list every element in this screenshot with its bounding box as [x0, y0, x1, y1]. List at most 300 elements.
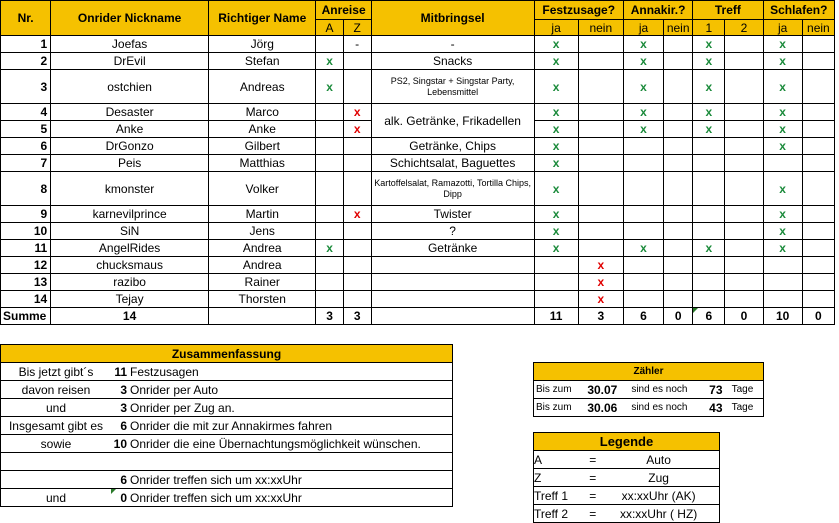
cell-treff-1: x: [693, 53, 725, 70]
cell-schlaf-nein: [802, 257, 834, 274]
summary-line: [1, 453, 453, 471]
table-row: [1, 223, 835, 240]
cell-treff-1: x: [693, 70, 725, 104]
cell-anna-ja: [623, 274, 663, 291]
summary-line: [1, 399, 453, 417]
cell-schlaf-ja: x: [763, 104, 802, 121]
cell-anna-ja: x: [623, 70, 663, 104]
cell-anreise-a: [316, 223, 343, 240]
summary-text: Onrider die mit zur Annakirmes fahren: [130, 417, 453, 435]
cell-anna-nein: [664, 206, 693, 223]
summary-line: [1, 363, 453, 381]
legend-equals: =: [589, 452, 597, 467]
cell-mitbringsel: alk. Getränke, Frikadellen: [371, 104, 534, 138]
cell-treff-1: [693, 172, 725, 206]
cell-anna-ja: x: [623, 53, 663, 70]
cell-treff-2: [725, 240, 763, 257]
header-fest-ja: ja: [534, 20, 578, 36]
counter-row: [534, 399, 764, 417]
summe-schlaf-nein: 0: [802, 308, 834, 325]
header-anreise-a: A: [316, 20, 343, 36]
cell-real: Volker: [208, 172, 316, 206]
cell-mitbringsel: [371, 291, 534, 308]
counter-title: Zähler: [534, 363, 764, 381]
cell-anreise-a: [316, 274, 343, 291]
legend-row: [534, 487, 720, 505]
table-row: [1, 155, 835, 172]
cell-fest-ja: x: [534, 155, 578, 172]
summary-count: 3: [111, 399, 130, 417]
legend-equals: =: [589, 470, 597, 485]
cell-anna-nein: [664, 36, 693, 53]
cell-fest-ja: x: [534, 36, 578, 53]
summary-count: 11: [111, 363, 130, 381]
cell-mitbringsel: Kartoffelsalat, Ramazotti, Tortilla Chips, Dipp: [371, 172, 534, 206]
cell-fest-nein: [578, 206, 623, 223]
cell-schlaf-ja: x: [763, 240, 802, 257]
table-row: [1, 206, 835, 223]
cell-anna-ja: x: [623, 36, 663, 53]
summary-title: Zusammenfassung: [1, 345, 453, 363]
cell-schlaf-nein: [802, 121, 834, 138]
cell-anna-nein: [664, 172, 693, 206]
summary-text: Festzusagen: [130, 363, 453, 381]
cell-nick: Peis: [51, 155, 209, 172]
cell-treff-1: [693, 291, 725, 308]
cell-anna-ja: x: [623, 240, 663, 257]
cell-nick: razibo: [51, 274, 209, 291]
cell-fest-ja: x: [534, 121, 578, 138]
summe-nick: 14: [51, 308, 209, 325]
cell-real: Gilbert: [208, 138, 316, 155]
cell-nr: 1: [1, 36, 51, 53]
cell-treff-2: [725, 104, 763, 121]
cell-schlaf-ja: x: [763, 223, 802, 240]
summary-text: Onrider die eine Übernachtungsmöglichkeit wünschen.: [130, 435, 453, 453]
cell-anna-nein: [664, 291, 693, 308]
header-fest-nein: nein: [578, 20, 623, 36]
cell-anreise-z: -: [343, 36, 371, 53]
cell-fest-ja: x: [534, 104, 578, 121]
cell-anna-nein: [664, 104, 693, 121]
cell-nr: 3: [1, 70, 51, 104]
legend-value: xx:xxUhr ( HZ): [619, 506, 698, 521]
cell-anreise-z: [343, 291, 371, 308]
cell-anna-ja: [623, 155, 663, 172]
legend-equals: =: [589, 506, 597, 521]
header-anreise: Anreise: [316, 1, 371, 20]
summary-line: [1, 417, 453, 435]
cell-real: Matthias: [208, 155, 316, 172]
summe-z: 3: [343, 308, 371, 325]
legend-key: A: [534, 452, 543, 467]
counter-date: 30.06: [587, 400, 618, 415]
cell-real: Rainer: [208, 274, 316, 291]
table-row: [1, 70, 835, 104]
cell-nr: 13: [1, 274, 51, 291]
cell-anreise-z: [343, 70, 371, 104]
cell-anreise-a: [316, 206, 343, 223]
summary-label: und: [1, 399, 112, 417]
header-nickname: Onrider Nickname: [51, 1, 209, 36]
legend-box: [533, 432, 720, 523]
cell-nr: 8: [1, 172, 51, 206]
cell-schlaf-ja: [763, 155, 802, 172]
cell-nick: Joefas: [51, 36, 209, 53]
cell-schlaf-nein: [802, 223, 834, 240]
cell-treff-1: [693, 223, 725, 240]
cell-anna-ja: x: [623, 104, 663, 121]
summary-label: Bis jetzt gibt´s: [1, 363, 112, 381]
legend-equals: =: [589, 488, 597, 503]
cell-anreise-a: [316, 172, 343, 206]
header-schlaf-ja: ja: [763, 20, 802, 36]
cell-fest-nein: [578, 240, 623, 257]
summe-anna-ja: 6: [623, 308, 663, 325]
legend-key: Treff 2: [534, 506, 569, 521]
summary-label: sowie: [1, 435, 112, 453]
counter-date: 30.07: [587, 382, 618, 397]
cell-schlaf-ja: x: [763, 206, 802, 223]
cell-nr: 14: [1, 291, 51, 308]
cell-mitbringsel: Getränke: [371, 240, 534, 257]
counter-pre: Bis zum: [536, 402, 572, 413]
summe-label: Summe: [1, 308, 51, 325]
cell-fest-nein: [578, 155, 623, 172]
cell-schlaf-ja: x: [763, 70, 802, 104]
cell-fest-nein: [578, 138, 623, 155]
cell-fest-ja: x: [534, 223, 578, 240]
summary-text: Onrider per Auto: [130, 381, 453, 399]
participant-rows: [1, 36, 835, 308]
summary-text: Onrider treffen sich um xx:xxUhr: [130, 489, 453, 507]
cell-fest-nein: [578, 121, 623, 138]
counter-mid: sind es noch: [631, 384, 688, 395]
cell-real: Andreas: [208, 70, 316, 104]
cell-nick: DrGonzo: [51, 138, 209, 155]
cell-anna-nein: [664, 138, 693, 155]
cell-schlaf-nein: [802, 70, 834, 104]
table-row: [1, 274, 835, 291]
header-anreise-z: Z: [343, 20, 371, 36]
cell-schlaf-nein: [802, 274, 834, 291]
cell-anna-nein: [664, 223, 693, 240]
summary-text: Onrider per Zug an.: [130, 399, 453, 417]
cell-fest-ja: [534, 274, 578, 291]
summary-line: [1, 381, 453, 399]
cell-mitbringsel: [371, 274, 534, 291]
cell-anna-nein: [664, 70, 693, 104]
cell-fest-nein: x: [578, 257, 623, 274]
cell-treff-2: [725, 206, 763, 223]
cell-nick: ostchien: [51, 70, 209, 104]
legend-key: Treff 1: [534, 488, 569, 503]
cell-anna-nein: [664, 274, 693, 291]
cell-fest-nein: [578, 223, 623, 240]
cell-mitbringsel: PS2, Singstar + Singstar Party, Lebensmittel: [371, 70, 534, 104]
cell-treff-1: [693, 206, 725, 223]
cell-treff-1: [693, 138, 725, 155]
legend-title: Legende: [534, 433, 720, 451]
cell-nick: kmonster: [51, 172, 209, 206]
cell-schlaf-ja: x: [763, 172, 802, 206]
cell-anna-nein: [664, 155, 693, 172]
cell-treff-2: [725, 274, 763, 291]
legend-key: Z: [534, 470, 542, 485]
table-row: [1, 36, 835, 53]
summe-schlaf-ja: 10: [763, 308, 802, 325]
cell-anreise-z: [343, 274, 371, 291]
cell-nr: 10: [1, 223, 51, 240]
cell-nick: Desaster: [51, 104, 209, 121]
cell-fest-ja: [534, 257, 578, 274]
summary-count: 3: [111, 381, 130, 399]
cell-real: Thorsten: [208, 291, 316, 308]
cell-anreise-a: [316, 36, 343, 53]
cell-real: Andrea: [208, 257, 316, 274]
summary-label: davon reisen: [1, 381, 112, 399]
cell-schlaf-ja: [763, 291, 802, 308]
summary-text: [130, 453, 453, 471]
cell-treff-2: [725, 121, 763, 138]
cell-mitbringsel: [371, 257, 534, 274]
cell-fest-nein: [578, 172, 623, 206]
table-row: [1, 257, 835, 274]
cell-schlaf-nein: [802, 36, 834, 53]
cell-anna-ja: [623, 172, 663, 206]
cell-fest-nein: [578, 36, 623, 53]
summe-row: [1, 308, 835, 325]
header-treff: Treff: [693, 1, 763, 20]
cell-mitbringsel: -: [371, 36, 534, 53]
cell-nick: karnevilprince: [51, 206, 209, 223]
cell-anreise-a: x: [316, 53, 343, 70]
cell-fest-nein: [578, 53, 623, 70]
table-row: [1, 172, 835, 206]
cell-anreise-a: x: [316, 70, 343, 104]
summary-label: [1, 471, 112, 489]
header-mitbringsel: Mitbringsel: [371, 1, 534, 36]
cell-anreise-a: x: [316, 240, 343, 257]
cell-real: Jens: [208, 223, 316, 240]
cell-treff-1: x: [693, 36, 725, 53]
cell-mitbringsel: ?: [371, 223, 534, 240]
cell-anna-ja: [623, 257, 663, 274]
cell-schlaf-ja: x: [763, 121, 802, 138]
cell-schlaf-nein: [802, 291, 834, 308]
cell-anreise-a: [316, 121, 343, 138]
counter-mid: sind es noch: [631, 402, 688, 413]
cell-treff-1: [693, 257, 725, 274]
counter-post: Tage: [731, 384, 754, 395]
summe-real: [208, 308, 316, 325]
cell-treff-2: [725, 53, 763, 70]
cell-schlaf-nein: [802, 53, 834, 70]
cell-treff-1: x: [693, 121, 725, 138]
header-treff-2: 2: [725, 20, 763, 36]
summary-count: 6: [111, 471, 130, 489]
cell-real: Marco: [208, 104, 316, 121]
cell-anna-nein: [664, 121, 693, 138]
cell-schlaf-ja: x: [763, 36, 802, 53]
cell-nr: 4: [1, 104, 51, 121]
cell-fest-nein: [578, 104, 623, 121]
cell-fest-nein: x: [578, 274, 623, 291]
summary-label: und: [1, 489, 112, 507]
cell-fest-ja: x: [534, 206, 578, 223]
cell-anna-nein: [664, 240, 693, 257]
counter-n: 43: [709, 400, 723, 415]
cell-anna-ja: [623, 138, 663, 155]
cell-fest-ja: [534, 291, 578, 308]
summe-mit: [371, 308, 534, 325]
cell-nick: Tejay: [51, 291, 209, 308]
cell-anreise-a: [316, 291, 343, 308]
cell-treff-2: [725, 172, 763, 206]
legend-value: Auto: [646, 452, 671, 467]
cell-schlaf-nein: [802, 240, 834, 257]
summary-count: [111, 453, 130, 471]
table-row: [1, 104, 835, 121]
cell-schlaf-nein: [802, 206, 834, 223]
cell-schlaf-nein: [802, 172, 834, 206]
summe-fest-ja: 11: [534, 308, 578, 325]
cell-fest-ja: x: [534, 138, 578, 155]
summe-anna-nein: 0: [664, 308, 693, 325]
summary-box: [0, 344, 453, 507]
cell-treff-2: [725, 70, 763, 104]
cell-real: Andrea: [208, 240, 316, 257]
header-festzusage: Festzusage?: [534, 1, 623, 20]
cell-anreise-a: [316, 104, 343, 121]
header-schlafen: Schlafen?: [763, 1, 834, 20]
cell-anreise-z: x: [343, 206, 371, 223]
table-row: [1, 138, 835, 155]
cell-fest-nein: [578, 70, 623, 104]
header-schlaf-nein: nein: [802, 20, 834, 36]
cell-schlaf-ja: x: [763, 53, 802, 70]
cell-anreise-a: [316, 257, 343, 274]
cell-anreise-z: x: [343, 121, 371, 138]
summe-fest-nein: 3: [578, 308, 623, 325]
cell-fest-nein: x: [578, 291, 623, 308]
cell-anna-nein: [664, 257, 693, 274]
cell-treff-1: x: [693, 240, 725, 257]
cell-nr: 12: [1, 257, 51, 274]
cell-anna-ja: [623, 206, 663, 223]
summary-label: Insgesamt gibt es: [1, 417, 112, 435]
summe-a: 3: [316, 308, 343, 325]
cell-nick: Anke: [51, 121, 209, 138]
summary-count: 10: [111, 435, 130, 453]
header-anna-nein: nein: [664, 20, 693, 36]
cell-fest-ja: x: [534, 53, 578, 70]
table-row: [1, 291, 835, 308]
summe-treff-1: 6: [693, 308, 725, 325]
cell-anreise-z: [343, 257, 371, 274]
cell-nick: chucksmaus: [51, 257, 209, 274]
header-real-name: Richtiger Name: [208, 1, 316, 36]
cell-schlaf-ja: [763, 274, 802, 291]
cell-real: Anke: [208, 121, 316, 138]
cell-schlaf-nein: [802, 155, 834, 172]
cell-mitbringsel: Getränke, Chips: [371, 138, 534, 155]
cell-real: Jörg: [208, 36, 316, 53]
header-treff-1: 1: [693, 20, 725, 36]
cell-mitbringsel: Schichtsalat, Baguettes: [371, 155, 534, 172]
legend-value: Zug: [648, 470, 669, 485]
summary-line: [1, 471, 453, 489]
cell-anna-ja: [623, 291, 663, 308]
cell-anreise-z: [343, 240, 371, 257]
cell-anreise-z: [343, 53, 371, 70]
cell-real: Martin: [208, 206, 316, 223]
legend-row: [534, 469, 720, 487]
counter-box: [533, 362, 764, 417]
legend-row: [534, 505, 720, 523]
summary-count: 6: [111, 417, 130, 435]
cell-mitbringsel: Snacks: [371, 53, 534, 70]
cell-nr: 11: [1, 240, 51, 257]
cell-anreise-z: [343, 223, 371, 240]
header-anna-ja: ja: [623, 20, 663, 36]
cell-treff-2: [725, 257, 763, 274]
summary-label: [1, 453, 112, 471]
cell-treff-2: [725, 223, 763, 240]
cell-nick: SiN: [51, 223, 209, 240]
cell-anreise-z: [343, 155, 371, 172]
cell-nr: 7: [1, 155, 51, 172]
cell-treff-1: [693, 155, 725, 172]
cell-anreise-z: x: [343, 104, 371, 121]
cell-nr: 5: [1, 121, 51, 138]
cell-nick: DrEvil: [51, 53, 209, 70]
header-nr: Nr.: [1, 1, 51, 36]
cell-anreise-a: [316, 138, 343, 155]
counter-post: Tage: [731, 402, 754, 413]
counter-pre: Bis zum: [536, 384, 572, 395]
legend-value: xx:xxUhr (AK): [621, 488, 696, 503]
summe-treff-2: 0: [725, 308, 763, 325]
cell-nr: 2: [1, 53, 51, 70]
counter-n: 73: [709, 382, 723, 397]
cell-mitbringsel: Twister: [371, 206, 534, 223]
summary-line: [1, 435, 453, 453]
counter-row: [534, 381, 764, 399]
cell-nick: AngelRides: [51, 240, 209, 257]
cell-treff-1: [693, 274, 725, 291]
cell-treff-2: [725, 138, 763, 155]
cell-schlaf-nein: [802, 104, 834, 121]
cell-treff-2: [725, 155, 763, 172]
cell-treff-2: [725, 291, 763, 308]
cell-anna-ja: [623, 223, 663, 240]
cell-fest-ja: x: [534, 70, 578, 104]
cell-nr: 6: [1, 138, 51, 155]
cell-treff-2: [725, 36, 763, 53]
cell-anna-ja: x: [623, 121, 663, 138]
cell-schlaf-nein: [802, 138, 834, 155]
cell-treff-1: x: [693, 104, 725, 121]
cell-anreise-a: [316, 155, 343, 172]
cell-fest-ja: x: [534, 172, 578, 206]
cell-anreise-z: [343, 138, 371, 155]
legend-row: [534, 451, 720, 469]
summary-count: 0: [111, 489, 130, 507]
summary-line: [1, 489, 453, 507]
cell-anna-nein: [664, 53, 693, 70]
table-row: [1, 240, 835, 257]
